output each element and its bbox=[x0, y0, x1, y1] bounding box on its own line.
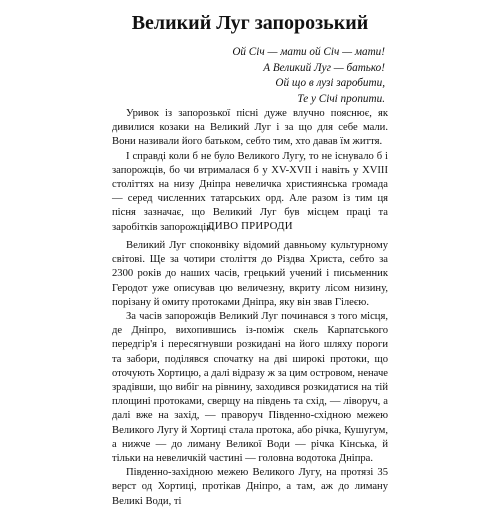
paragraph: Уривок із запорозької пісні дуже влучно пояснює, як дивилися козаки на Великий Луг і за що для себе мали. Вони називали його батьком, себто тим, хто давав їм життя. bbox=[112, 108, 388, 148]
paragraph: Південно-західною межею Великого Лугу, на протязі 35 верст од Хортиці, протікав Дніпро, а там, аж до лиману Великі Води, ті bbox=[112, 467, 388, 507]
page-title: Великий Луг запорозький bbox=[131, 12, 369, 34]
intro-text bbox=[112, 107, 388, 235]
epigraph-line: Те у Січі пропити. bbox=[297, 92, 385, 105]
paragraph: За часів запорожців Великий Луг починався з того місця, де Дніпро, вихопившись із-поміж скель Карпатського передгір'я і пересягнувши розкидані на його шляху пороги та забори, поділявся спочатку на дві широкі протоки, що оточують Хортицю, а далі відразу ж за цим островом, неначе зрадівши, що вибіг на рівнину, заходився розкидатися на тій площині протоками, сверщу на південь та схід, — ліворуч, а далі вже на захід, — праворуч Південно-східною межею Великого Лугу й Хортиці стала протока, або річка, Кушугум, а нижче — до лиману Великої Води — річка Кінська, й тільки на невеличкій частині — головна водотока Дніпра. bbox=[112, 311, 388, 465]
epigraph-line: Ой Січ — мати ой Січ — мати! bbox=[232, 46, 385, 58]
paragraph: Великий Луг споконвіку відомий давньому культурному світові. Ще за чотири століття до Різдва Христа, себто за 2300 років до наших часів, грецький учений і письменник Геродот уже описував цю величезну, вкриту лісом низину, порізану й омиту протоками Дніпра, яку він звав Гілеєю. bbox=[112, 240, 388, 308]
paragraph: І справді коли б не було Великого Лугу, то не існувало б і запорожців, бо чи втрималася б у XV-XVII і навіть у XVIII століттях на низу Дніпра невеличка християнська громада — серед численних татарських орд. Але разом із тим ця пісня зазначає, що Великий Луг був місцем праці та заробітків запорожців. bbox=[112, 150, 388, 233]
epigraph bbox=[232, 45, 385, 107]
section-heading: ДИВО ПРИРОДИ bbox=[207, 220, 293, 232]
epigraph-line: Ой що в лузі заробити, bbox=[275, 77, 385, 89]
epigraph-line: А Великий Луг — батько! bbox=[263, 61, 385, 74]
section-text bbox=[112, 239, 388, 509]
